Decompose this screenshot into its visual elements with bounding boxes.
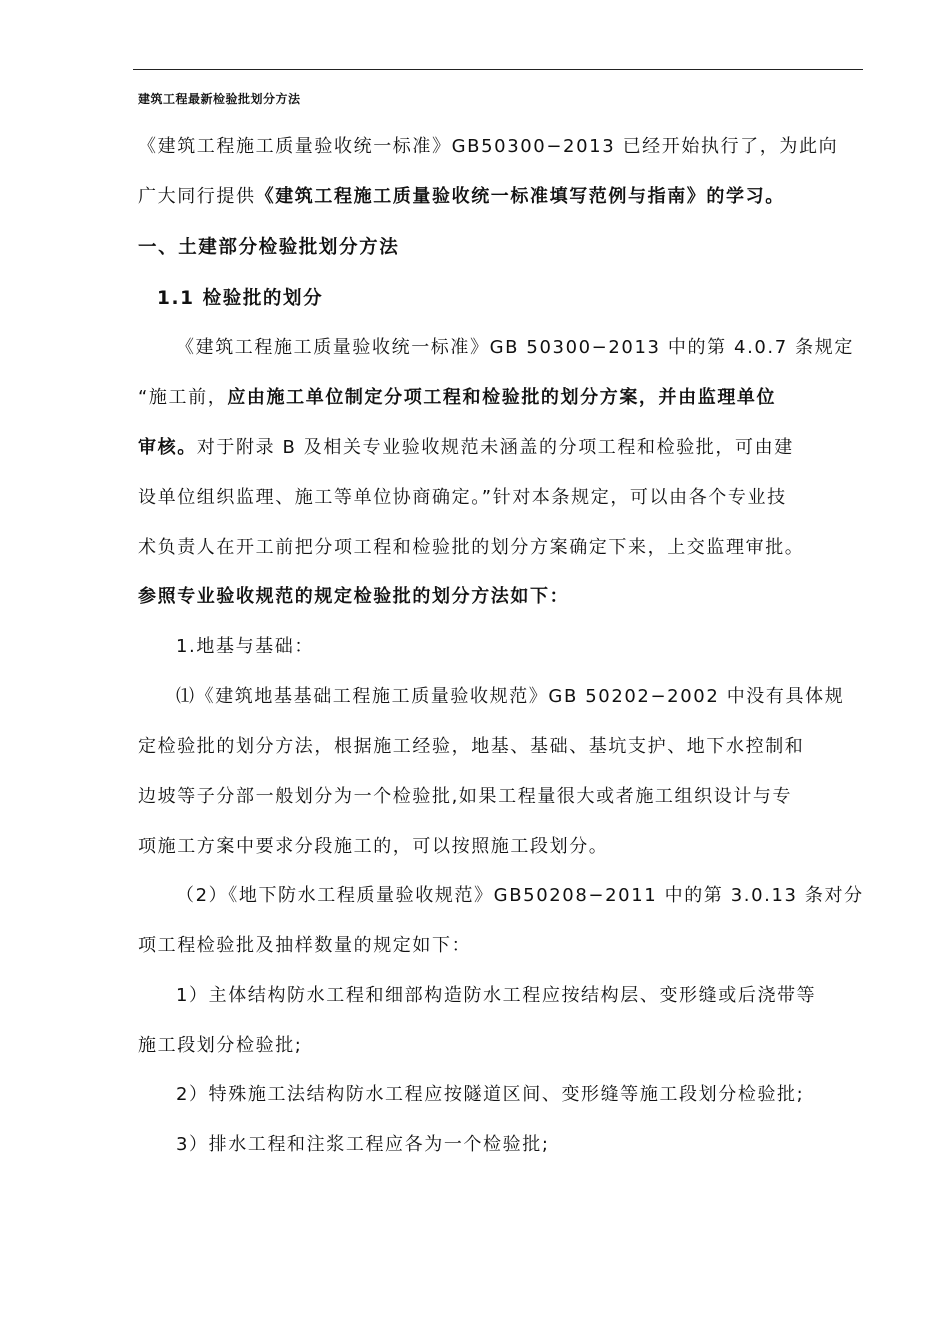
paragraph-clause-line-1: 《建筑工程施工质量验收统一标准》GB 50300−2013 中的第 4.0.7 条规定 (176, 337, 854, 358)
item-foundation-1-line-3: 边坡等子分部一般划分为一个检验批,如果工程量很大或者施工组织设计与专 (138, 786, 793, 807)
paragraph-clause-line-4: 设单位组织监理、施工等单位协商确定。”针对本条规定，可以由各个专业技 (138, 487, 787, 508)
text-run: 广大同行提供 (138, 186, 256, 207)
list-item-2: 2）特殊施工法结构防水工程应按隧道区间、变形缝等施工段划分检验批; (176, 1084, 805, 1105)
list-item-3: 3）排水工程和注浆工程应各为一个检验批; (176, 1134, 550, 1155)
paragraph-clause-line-3 (138, 435, 794, 461)
list-item-1-line-1: 1）主体结构防水工程和细部构造防水工程应按结构层、变形缝或后浇带等 (176, 985, 817, 1006)
item-foundation-2-line-2: 项工程检验批及抽样数量的规定如下： (138, 935, 472, 956)
paragraph-method-intro: 参照专业验收规范的规定检验批的划分方法如下： (138, 586, 570, 607)
emphasis-text: 应由施工单位制定分项工程和检验批的划分方案，并由监理单位 (227, 387, 777, 408)
item-foundation-1-line-4: 项施工方案中要求分段施工的，可以按照施工段划分。 (138, 836, 609, 857)
section-heading-1: 一、土建部分检验批划分方法 (138, 237, 400, 258)
emphasis-text: 审核。 (138, 437, 197, 458)
text-run: “施工前， (138, 387, 228, 408)
subsection-heading-1-1: 1.1 检验批的划分 (157, 288, 324, 309)
paragraph-clause-line-5: 术负责人在开工前把分项工程和检验批的划分方案确定下来，上交监理审批。 (138, 537, 805, 558)
item-foundation-heading: 1.地基与基础： (176, 636, 314, 657)
list-item-1-line-2: 施工段划分检验批; (138, 1035, 303, 1056)
paragraph-clause-line-2 (138, 385, 776, 411)
paragraph-intro-line-2 (138, 184, 785, 210)
item-foundation-2-line-1: （2）《地下防水工程质量验收规范》GB50208−2011 中的第 3.0.13 条对分 (176, 885, 864, 906)
guide-title: 《建筑工程施工质量验收统一标准填写范例与指南》 (255, 186, 707, 207)
running-header: 建筑工程最新检验批划分方法 (138, 92, 301, 106)
item-foundation-1-line-2: 定检验批的划分方法，根据施工经验，地基、基础、基坑支护、地下水控制和 (138, 736, 805, 757)
item-foundation-1-line-1: ⑴《建筑地基基础工程施工质量验收规范》GB 50202−2002 中没有具体规 (176, 686, 845, 707)
text-run: 对于附录 B 及相关专业验收规范未涵盖的分项工程和检验批，可由建 (196, 437, 794, 458)
text-run: 的学习。 (706, 186, 785, 207)
header-rule (133, 69, 863, 70)
paragraph-intro-line-1: 《建筑工程施工质量验收统一标准》GB50300−2013 已经开始执行了，为此向 (138, 136, 839, 157)
